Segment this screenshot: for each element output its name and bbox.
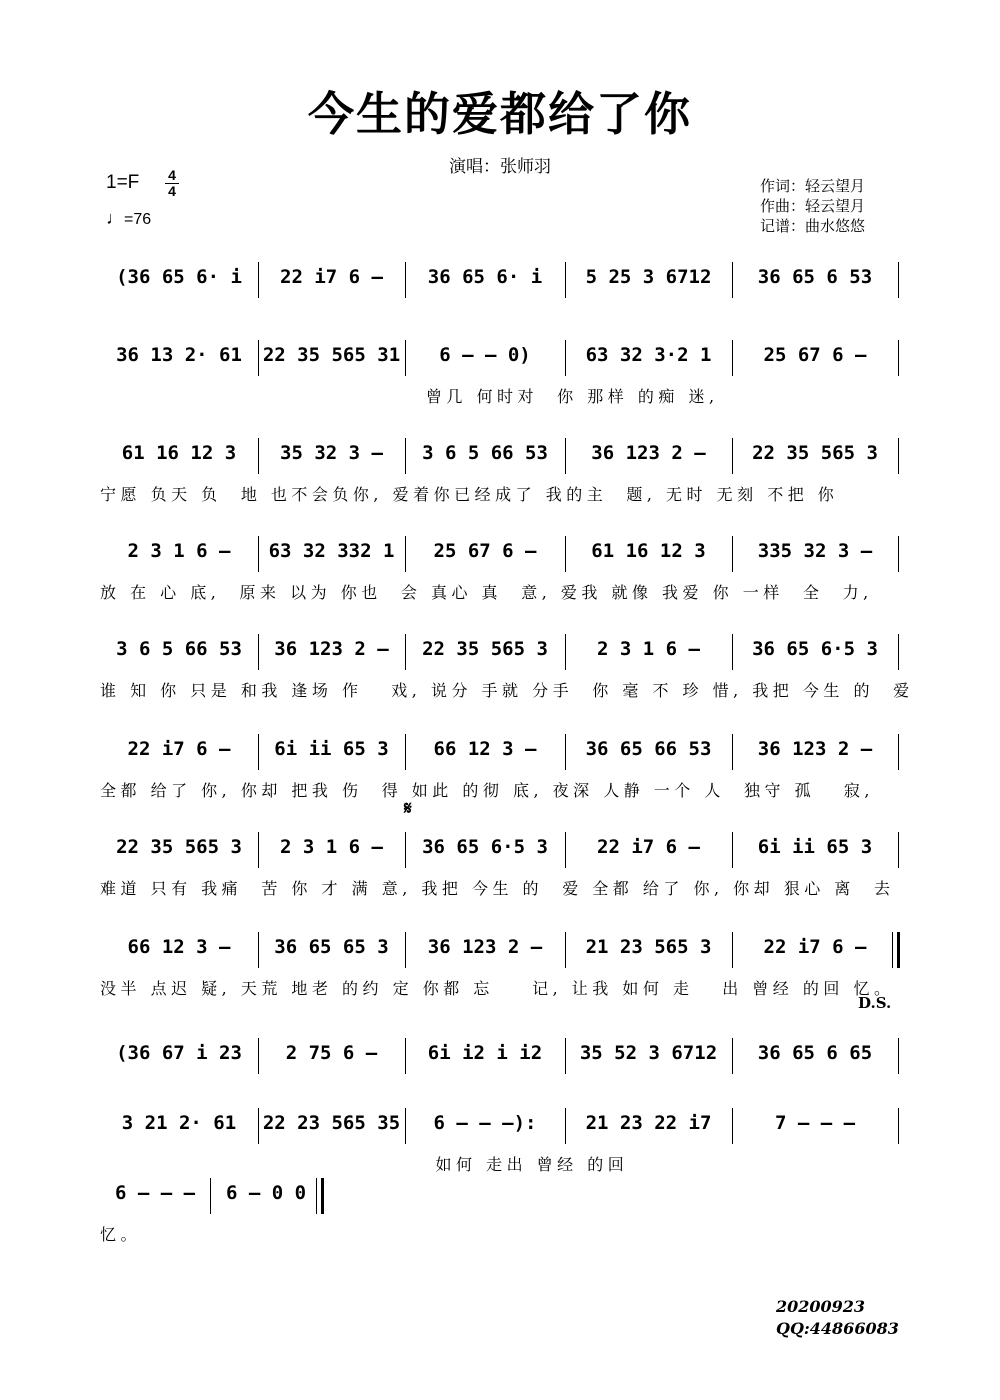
measure-notes: 22 i7 6 – xyxy=(127,738,231,760)
barline xyxy=(898,1108,899,1144)
barline xyxy=(898,438,899,474)
measure xyxy=(565,634,732,684)
barline xyxy=(898,340,899,376)
measure-notes: 2 3 1 6 – xyxy=(597,638,700,660)
measure-notes: 21 23 565 3 xyxy=(585,936,712,958)
measure xyxy=(565,932,732,982)
measure-notes: 3 21 2· 61 xyxy=(121,1112,237,1134)
tempo-value: =76 xyxy=(124,211,152,228)
measure xyxy=(732,1038,898,1088)
final-barline xyxy=(892,932,900,968)
measure-notes: 7 – – – xyxy=(774,1112,856,1134)
measure-notes: 63 32 332 1 xyxy=(268,540,395,562)
measure xyxy=(732,1108,898,1158)
measure-notes: 21 23 22 i7 xyxy=(585,1112,712,1134)
notes-row xyxy=(100,262,900,312)
measure-notes: 3 6 5 66 53 xyxy=(422,442,548,464)
notes-row xyxy=(100,1178,900,1228)
measure-notes: 22 i7 6 – xyxy=(597,836,700,858)
measure-notes: 35 32 3 – xyxy=(280,442,383,464)
measure-notes: 25 67 6 – xyxy=(433,540,537,562)
barline xyxy=(898,832,899,868)
measure-notes: 2 3 1 6 – xyxy=(280,836,383,858)
lyrics-line: 没半 点迟 疑, 天荒 地老 的约 定 你都 忘 记, 让我 如何 走 出 曾经 的回 忆。 xyxy=(100,979,895,998)
notes-row xyxy=(100,438,900,488)
notes-row xyxy=(100,1038,900,1088)
measure xyxy=(258,536,405,586)
notes-row xyxy=(100,832,900,882)
measure xyxy=(258,734,405,784)
lyrics-line: 全都 给了 你, 你却 把我 伤 得 如此 的彻 底, 夜深 人静 一个 人 独守 孤 寂, xyxy=(100,781,874,800)
measure xyxy=(210,1178,322,1228)
measure xyxy=(100,832,258,882)
measure-notes: 6i ii 65 3 xyxy=(757,836,873,858)
measure xyxy=(100,1178,210,1228)
measure xyxy=(100,438,258,488)
measure xyxy=(405,734,565,784)
measure xyxy=(100,536,258,586)
measure-notes: 36 65 6 53 xyxy=(757,266,873,288)
notes-row xyxy=(100,536,900,586)
measure xyxy=(405,1038,565,1088)
measure-notes: (36 67 i 23 xyxy=(116,1042,242,1064)
lyrics-line: 难道 只有 我痛 苦 你 才 满 意, 我把 今生 的 爱 全都 给了 你, 你却 狠心 离 去 xyxy=(100,879,895,898)
barline xyxy=(898,734,899,770)
measure-notes: 335 32 3 – xyxy=(757,540,873,562)
barline xyxy=(898,262,899,298)
measure xyxy=(565,536,732,586)
measure xyxy=(100,1108,258,1158)
measure xyxy=(258,1108,405,1158)
measure-notes: 36 65 6·5 3 xyxy=(422,836,548,858)
measure-notes: 36 13 2· 61 xyxy=(116,344,242,366)
measure-notes: 36 123 2 – xyxy=(427,936,543,958)
measure-notes: 36 65 6 65 xyxy=(757,1042,873,1064)
measure-notes: 66 12 3 – xyxy=(433,738,537,760)
notes-row xyxy=(100,932,900,982)
measure-notes: 35 52 3 6712 xyxy=(579,1042,718,1064)
measure xyxy=(258,340,405,390)
measure xyxy=(565,340,732,390)
composer-credit: 作曲：轻云望月 xyxy=(760,197,866,215)
key-signature: 1=F xyxy=(106,172,140,193)
time-signature-top: 4 xyxy=(165,168,179,184)
measure xyxy=(732,438,898,488)
measure-notes: 6 – 0 0 xyxy=(225,1182,307,1204)
notes-row xyxy=(100,1108,900,1158)
measure-notes: 6i i2 i i2 xyxy=(427,1042,543,1064)
measure-notes: 22 35 565 3 xyxy=(752,442,878,464)
lyricist-credit: 作词：轻云望月 xyxy=(760,177,866,195)
measure xyxy=(405,832,565,882)
measure xyxy=(405,932,565,982)
measure-notes: 36 123 2 – xyxy=(757,738,873,760)
measure xyxy=(100,634,258,684)
singer-credit: 演唱：张师羽 xyxy=(449,157,551,177)
measure-notes: 6 – – –): xyxy=(433,1112,537,1134)
measure-notes: 5 25 3 6712 xyxy=(585,266,712,288)
measure xyxy=(100,340,258,390)
measure-notes: 63 32 3·2 1 xyxy=(585,344,712,366)
measure xyxy=(258,438,405,488)
lyrics-line: 曾几 何时对 你 那样 的痴 迷, xyxy=(100,387,719,406)
measure-notes: 36 65 6·5 3 xyxy=(752,638,878,660)
lyrics-line: 谁 知 你 只是 和我 逢场 作 戏, 说分 手就 分手 你 毫 不 珍 惜, 我把 今生 的 爱 xyxy=(100,681,914,700)
measure xyxy=(732,734,898,784)
barline xyxy=(898,1038,899,1074)
segno-sign: 𝄋 xyxy=(404,798,412,818)
measure xyxy=(565,262,732,312)
measure xyxy=(258,932,405,982)
measure xyxy=(100,734,258,784)
measure-notes: 25 67 6 – xyxy=(763,344,867,366)
measure-notes: 36 65 65 3 xyxy=(274,936,389,958)
measure-notes: 36 123 2 – xyxy=(591,442,706,464)
measure xyxy=(405,1108,565,1158)
measure xyxy=(732,932,898,982)
footer-date: 20200923 xyxy=(776,1297,866,1316)
measure xyxy=(565,1108,732,1158)
measure xyxy=(565,438,732,488)
measure xyxy=(100,262,258,312)
barline xyxy=(898,536,899,572)
measure-notes: 61 16 12 3 xyxy=(591,540,706,562)
measure-notes: 36 65 66 53 xyxy=(585,738,712,760)
measure xyxy=(565,734,732,784)
measure xyxy=(100,1038,258,1088)
barline xyxy=(898,634,899,670)
measure xyxy=(565,832,732,882)
measure-notes: 22 i7 6 – xyxy=(763,936,867,958)
footer xyxy=(776,1296,899,1340)
measure xyxy=(258,634,405,684)
notes-row xyxy=(100,340,900,390)
time-signature-bottom: 4 xyxy=(168,183,176,199)
quarter-note-icon: ♩ xyxy=(106,208,124,228)
measure-notes: 66 12 3 – xyxy=(127,936,231,958)
lyrics-line: 放 在 心 底, 原来 以为 你也 会 真心 真 意, 爱我 就像 我爱 你 一样 全 力, xyxy=(100,583,873,602)
measure xyxy=(405,536,565,586)
measure xyxy=(100,932,258,982)
measure xyxy=(732,536,898,586)
transcriber-credit: 记谱：曲水悠悠 xyxy=(760,217,866,235)
measure-notes: 22 35 565 31 xyxy=(262,344,401,366)
measure-notes: 22 35 565 3 xyxy=(116,836,242,858)
credits-block xyxy=(760,176,865,236)
lyrics-line: 宁愿 负天 负 地 也不会负你, 爱着你已经成了 我的主 题, 无时 无刻 不把 你 xyxy=(100,485,839,504)
measure xyxy=(405,634,565,684)
measure-notes: 2 3 1 6 – xyxy=(127,540,231,562)
tempo-marking xyxy=(106,208,151,229)
measure xyxy=(565,1038,732,1088)
measure xyxy=(732,262,898,312)
measure-notes: 2 75 6 – xyxy=(285,1042,378,1064)
final-barline xyxy=(316,1178,324,1214)
song-title: 今生的爱都给了你 xyxy=(308,87,692,141)
measure-notes: 6i ii 65 3 xyxy=(274,738,389,760)
measure xyxy=(732,634,898,684)
measure xyxy=(258,1038,405,1088)
measure xyxy=(732,340,898,390)
measure-notes: 6 – – 0) xyxy=(439,344,531,366)
measure xyxy=(258,832,405,882)
measure-notes: (36 65 6· i xyxy=(116,266,242,288)
measure-notes: 22 23 565 35 xyxy=(262,1112,401,1134)
measure-notes: 36 65 6· i xyxy=(427,266,543,288)
measure-notes: 36 123 2 – xyxy=(274,638,389,660)
measure-notes: 22 35 565 3 xyxy=(422,638,548,660)
notes-row xyxy=(100,634,900,684)
measure xyxy=(405,262,565,312)
measure-notes: 22 i7 6 – xyxy=(280,266,383,288)
lyrics-line: 忆。 xyxy=(100,1225,142,1244)
time-signature xyxy=(165,168,179,199)
lyrics-line: 如何 走出 曾经 的回 xyxy=(100,1155,629,1174)
measure xyxy=(405,438,565,488)
footer-qq: QQ:44866083 xyxy=(776,1319,899,1338)
notes-row xyxy=(100,734,900,784)
measure xyxy=(405,340,565,390)
ds-marking: D.S. xyxy=(858,994,892,1012)
measure xyxy=(732,832,898,882)
measure xyxy=(258,262,405,312)
measure-notes: 6 – – – xyxy=(114,1182,196,1204)
measure-notes: 3 6 5 66 53 xyxy=(116,638,242,660)
measure-notes: 61 16 12 3 xyxy=(121,442,237,464)
